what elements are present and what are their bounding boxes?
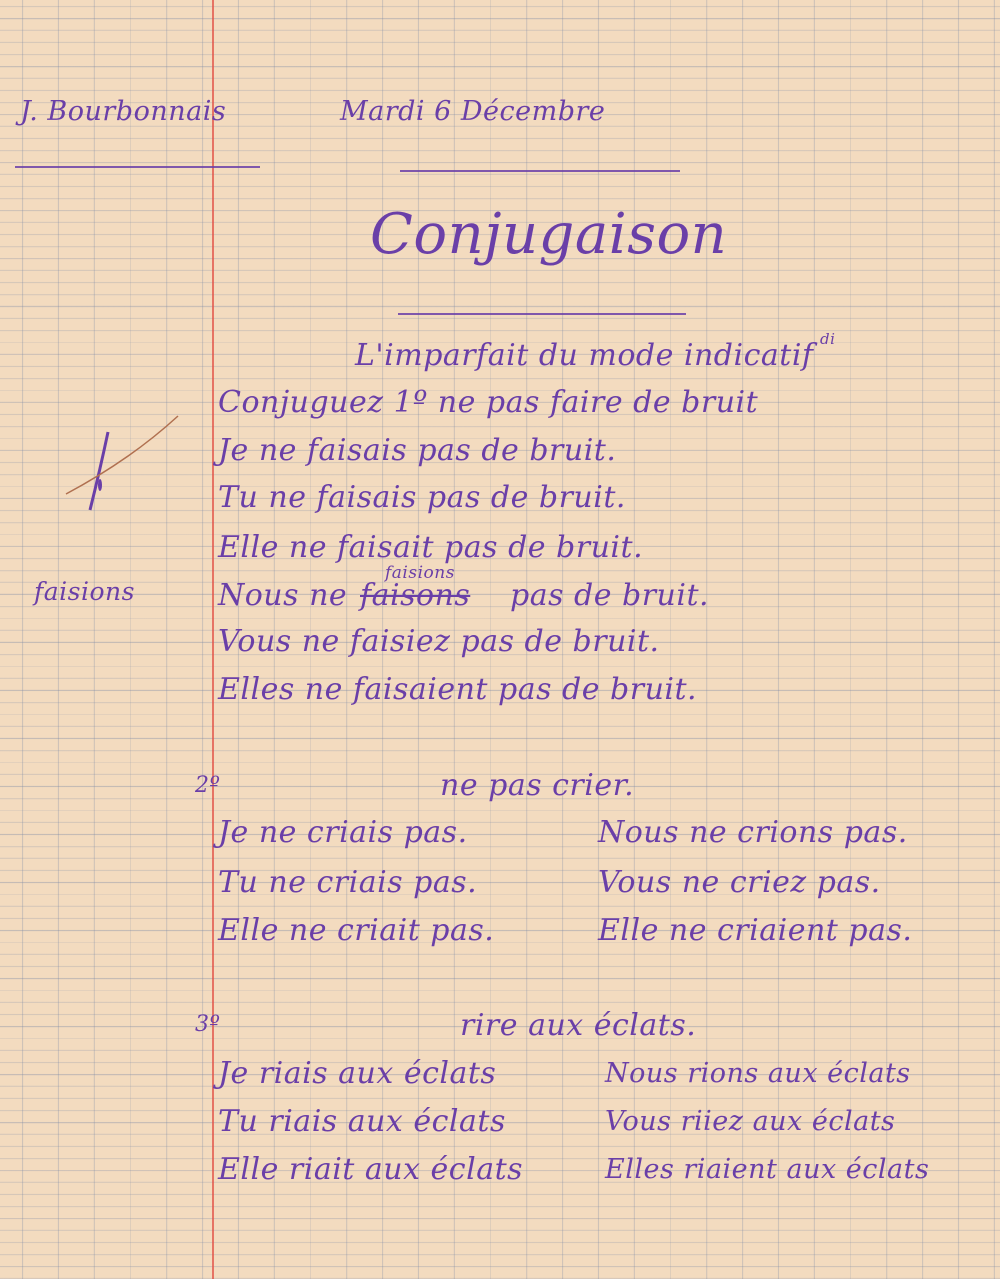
part3-number: 3º: [195, 1012, 221, 1037]
part3-left-1: Je riais aux éclats: [218, 1056, 497, 1091]
name-underline: [15, 166, 260, 168]
instruction: Conjuguez 1º ne pas faire de bruit: [218, 385, 759, 420]
conj-line-1: Je ne faisais pas de bruit.: [218, 433, 617, 468]
page-title: Conjugaison: [370, 202, 728, 267]
conj-line-2: Tu ne faisais pas de bruit.: [218, 480, 626, 515]
margin-line: [212, 0, 214, 1279]
part2-right-2: Vous ne criez pas.: [598, 865, 881, 900]
struck-word: faisons: [360, 578, 471, 613]
subtitle: L'imparfait du mode indicatif: [355, 338, 814, 373]
part3-verb: rire aux éclats.: [460, 1008, 697, 1043]
part2-right-3: Elle ne criaient pas.: [598, 913, 913, 948]
part2-number: 2º: [195, 773, 221, 798]
subtitle-correction: di: [820, 330, 836, 348]
part2-left-2: Tu ne criais pas.: [218, 865, 478, 900]
part3-right-3: Elles riaient aux éclats: [605, 1154, 930, 1185]
conj-line-4-pronoun: Nous ne: [218, 578, 348, 613]
teacher-check-mark: [60, 410, 190, 520]
part3-right-2: Vous riiez aux éclats: [605, 1106, 896, 1137]
student-name: J. Bourbonnais: [20, 96, 227, 127]
part3-right-1: Nous rions aux éclats: [605, 1058, 911, 1089]
part3-left-2: Tu riais aux éclats: [218, 1104, 506, 1139]
part2-right-1: Nous ne crions pas.: [598, 815, 908, 850]
date-underline: [400, 170, 680, 172]
conj-line-6: Elles ne faisaient pas de bruit.: [218, 672, 698, 707]
conj-line-3: Elle ne faisait pas de bruit.: [218, 530, 644, 565]
part2-verb: ne pas crier.: [440, 768, 635, 803]
conj-line-5: Vous ne faisiez pas de bruit.: [218, 624, 660, 659]
conj-line-4-rest: pas de bruit.: [510, 578, 710, 613]
nous-correction: faisions: [385, 563, 455, 583]
margin-correction: faisions: [34, 577, 135, 606]
title-underline: [398, 313, 686, 315]
part2-left-1: Je ne criais pas.: [218, 815, 468, 850]
part2-left-3: Elle ne criait pas.: [218, 913, 495, 948]
part3-left-3: Elle riait aux éclats: [218, 1152, 524, 1187]
date: Mardi 6 Décembre: [340, 96, 606, 127]
